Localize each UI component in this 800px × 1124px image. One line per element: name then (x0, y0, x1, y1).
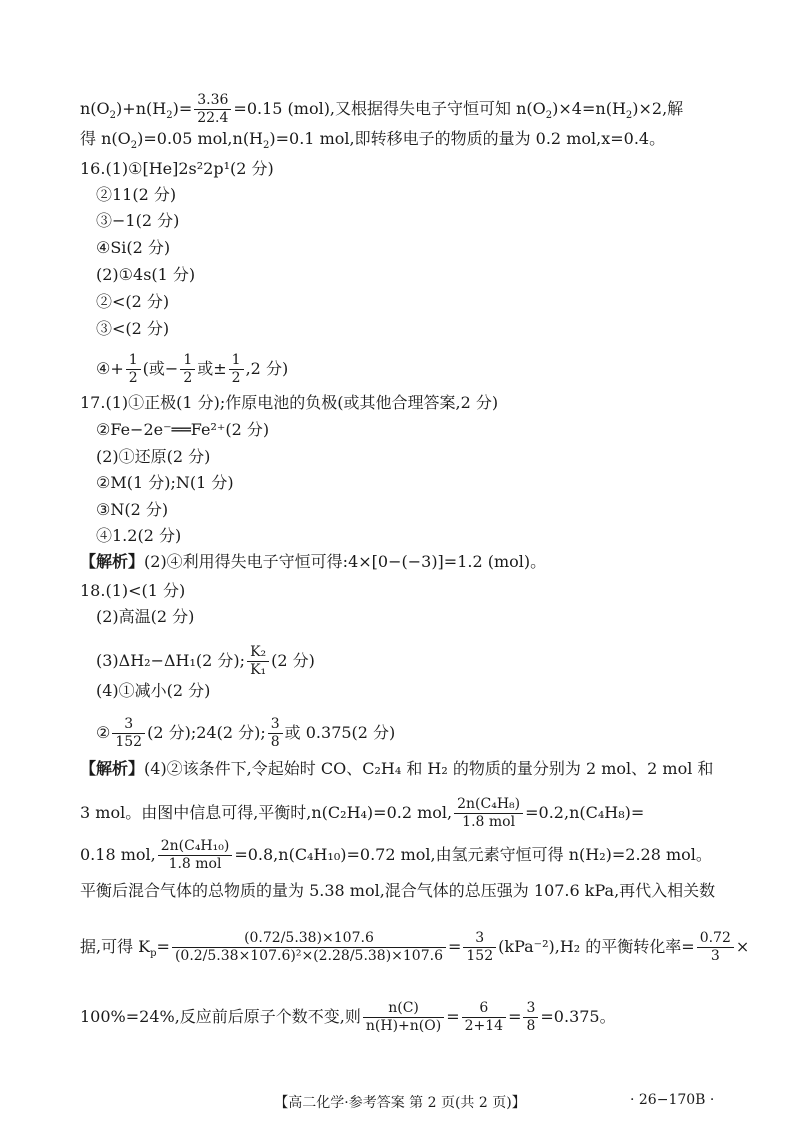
kp-fraction: $\frac{(0.72/5.38)\times 107.6}{\text{(0.2/5.38×107.6)²×(2.28/5.38)×107.6}}$ (172, 930, 446, 965)
fraction: $\frac{3}{152}$ (112, 716, 145, 751)
q18-analysis-4: 平衡后混合气体的总物质的量为 5.38 mol,混合气体的总压强为 107.6 kPa,再代入相关数 (80, 881, 716, 900)
q18-line-5: ② $\frac{3}{152}$ (2 分);24(2 分); $\frac{3}{8}$ 或 0.375(2 分) (96, 716, 396, 750)
fraction: $\frac{3}{152}$ (463, 930, 496, 965)
q17-line-4: ②M(1 分);N(1 分) (96, 473, 234, 492)
q18-analysis-3: 0.18 mol, $\frac{\text{2n(C₄H₁₀)}}{\text{1.8 mol}}$ =0.8,n(C₄H₁₀)=0.72 mol,由氢元素守恒可得 n(H₂)=2.28 mol。 (80, 838, 712, 872)
q16-line-4: ④Si(2 分) (96, 238, 171, 257)
line-2: 得 $n(O_2)=0.05$ $mol,n(H_2)=0.1$ mol,即转移电子的物质的量为 0.2 mol,x=0.4。 (80, 129, 666, 152)
q18-analysis-5: 据,可得 $K_p=$ $\frac{(0.72/5.38)\times 107.6}{\text{(0.2/5.38×107.6)²×(2.28/5.38)×107.6}}$ = $\frac{3}{152}$ (kPa⁻²),H₂ 的平衡转化率= $\frac{0.72}{3}$ × (80, 930, 750, 964)
fraction: $\frac{1}{2}$ (180, 352, 195, 387)
q16-line-6: ②<(2 分) (96, 292, 170, 311)
q18-line-4: (4)①减小(2 分) (96, 681, 211, 700)
fraction: $\frac{n(C)}{n(H)+n(O)}$ (363, 1000, 444, 1035)
q17-line-5: ③N(2 分) (96, 500, 169, 519)
line-1: $n(O_2)+n(H_2)=$ $\frac{3.36}{22.4}$ =0.15 (mol),又根据得失电子守恒可知 $n(O_2)\times 4=n(H_2)\times 2$,解 (80, 92, 684, 126)
q18-line-2: (2)高温(2 分) (96, 607, 195, 626)
q18-analysis-6: 100%=24%,反应前后原子个数不变,则 $\frac{n(C)}{n(H)+n(O)}$ = $\frac{6}{2+14}$ = $\frac{3}{8}$ =0.375。 (80, 1000, 616, 1034)
fraction: $\frac{1}{2}$ (229, 352, 244, 387)
fraction: $\frac{\text{K₂}}{\text{K₁}}$ (247, 644, 269, 679)
q16-line-2: ②11(2 分) (96, 185, 177, 204)
q16-line-5: (2)①4s(1 分) (96, 265, 196, 284)
fraction: $\frac{6}{2+14}$ (462, 1000, 506, 1035)
q17-line-3: (2)①还原(2 分) (96, 447, 211, 466)
q16-line-8: ④+ $\frac{1}{2}$ (或− $\frac{1}{2}$ 或± $\frac{1}{2}$ ,2 分) (96, 352, 289, 386)
q17-line-2: ②Fe−2e⁻══Fe²⁺(2 分) (96, 420, 270, 439)
q17-line-6: ④1.2(2 分) (96, 526, 182, 545)
fraction: $\frac{\text{2n(C₄H₈)}}{\text{1.8 mol}}$ (454, 796, 523, 831)
q16-line-3: ③−1(2 分) (96, 211, 180, 230)
q16-line-1: 16.(1)①[He]2s²2p¹(2 分) (80, 159, 274, 178)
fraction: $\frac{3.36}{22.4}$ (194, 92, 231, 127)
q18-line-1: 18.(1)<(1 分) (80, 581, 186, 600)
q18-analysis-2: 3 mol。由图中信息可得,平衡时,n(C₂H₄)=0.2 mol, $\frac{\text{2n(C₄H₈)}}{\text{1.8 mol}}$ =0.2,n(C₄H₈)= (80, 796, 645, 830)
fraction: $\frac{0.72}{3}$ (697, 930, 734, 965)
footer-title: 【高二化学·参考答案 第 2 页(共 2 页)】 (274, 1095, 526, 1111)
q18-analysis-1: 【解析】(4)②该条件下,令起始时 CO、C₂H₄ 和 H₂ 的物质的量分别为 2 mol、2 mol 和 (80, 759, 714, 778)
footer-code: · 26−170B · (630, 1092, 715, 1108)
q17-analysis: 【解析】(2)④利用得失电子守恒可得:4×[0−(−3)]=1.2 (mol)。 (80, 552, 547, 571)
q18-line-3: (3)ΔH₂−ΔH₁(2 分); $\frac{\text{K₂}}{\text{K₁}}$ (2 分) (96, 644, 315, 678)
fraction: $\frac{3}{8}$ (523, 1000, 538, 1035)
q17-line-1: 17.(1)①正极(1 分);作原电池的负极(或其他合理答案,2 分) (80, 393, 499, 412)
fraction: $\frac{1}{2}$ (126, 352, 141, 387)
fraction: $\frac{3}{8}$ (268, 716, 283, 751)
q16-line-7: ③<(2 分) (96, 319, 170, 338)
fraction: $\frac{\text{2n(C₄H₁₀)}}{\text{1.8 mol}}$ (158, 838, 233, 873)
